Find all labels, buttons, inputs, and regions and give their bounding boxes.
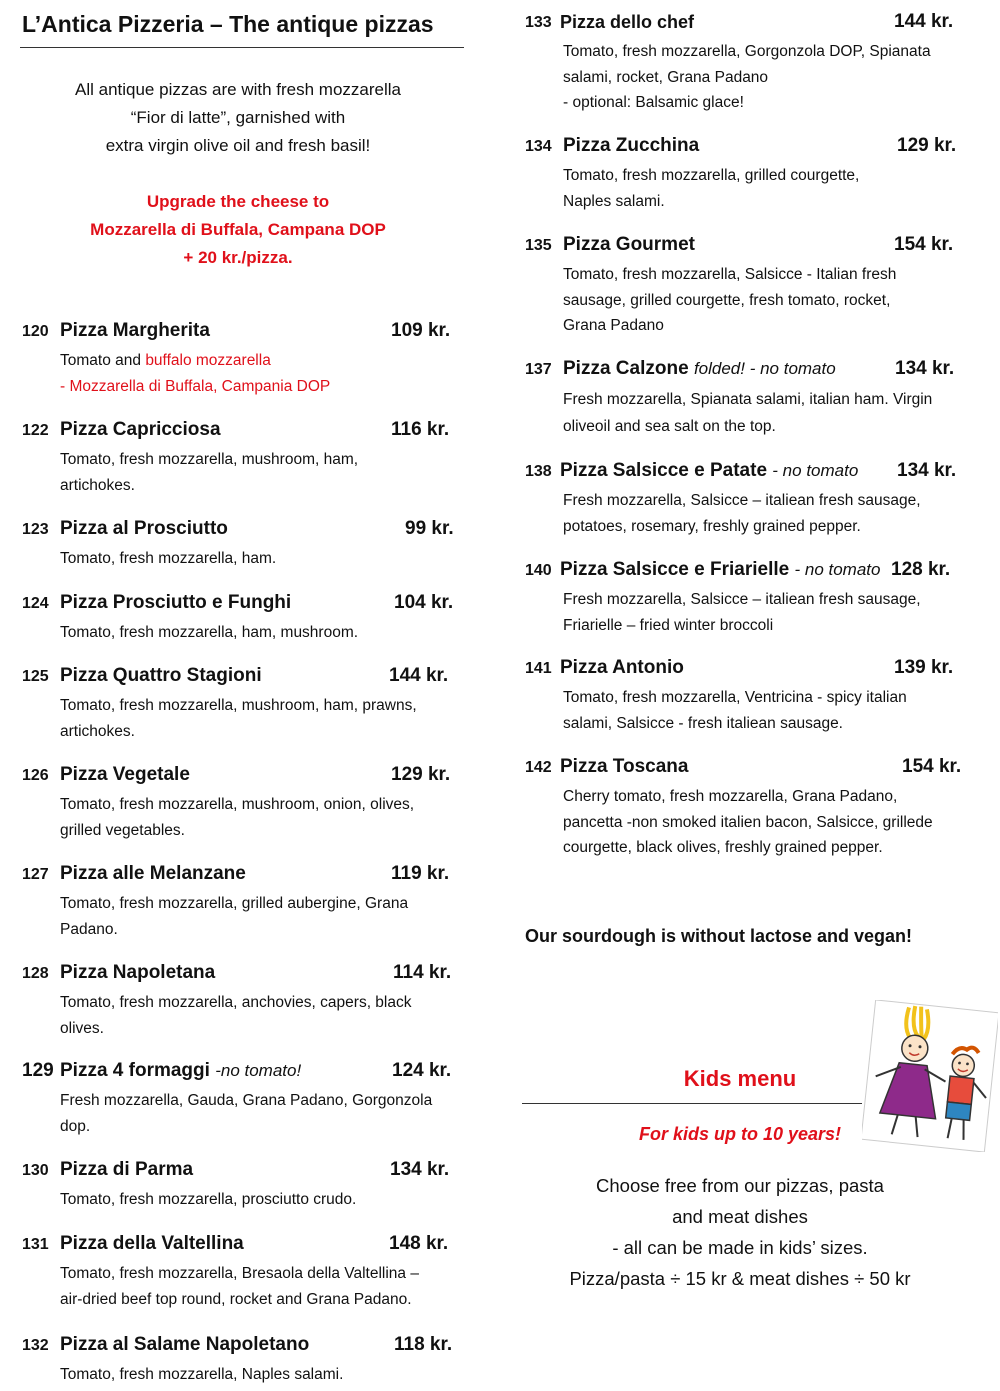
item-price: 154 kr. xyxy=(902,756,962,777)
item-number: 126 xyxy=(22,767,49,784)
item-name: Pizza di Parma xyxy=(60,1159,194,1180)
intro-line: “Fior di latte”, garnished with xyxy=(130,108,346,127)
kids-drawing-icon xyxy=(862,1000,998,1152)
item-description xyxy=(60,546,440,572)
item-description xyxy=(60,990,440,1041)
desc-red-text: buffalo mozzarella xyxy=(145,352,271,369)
item-number: 137 xyxy=(525,361,552,378)
desc-line: Cherry tomato, fresh mozzarella, Grana Padano, xyxy=(563,788,898,805)
kids-line: - all can be made in kids’ sizes. xyxy=(612,1237,868,1258)
item-description xyxy=(563,39,953,116)
item-note: -no tomato! xyxy=(215,1061,302,1080)
item-name-text: Pizza Salsicce e Patate xyxy=(560,460,768,481)
item-number: 127 xyxy=(22,866,49,883)
item-price: 144 kr. xyxy=(894,11,954,32)
item-name: Pizza alle Melanzane xyxy=(60,863,246,884)
item-name: Pizza al Prosciutto xyxy=(60,518,228,539)
item-description xyxy=(60,693,440,744)
item-number: 124 xyxy=(22,595,49,612)
item-description xyxy=(563,262,953,339)
upgrade-line: Mozzarella di Buffala, Campana DOP xyxy=(90,220,386,239)
desc-line: Padano. xyxy=(60,920,118,938)
item-name: Pizza dello chef xyxy=(560,12,695,32)
menu-item xyxy=(525,559,965,638)
desc-line: Tomato, fresh mozzarella, Naples salami. xyxy=(60,1366,344,1383)
kids-subtitle: For kids up to 10 years! xyxy=(638,1124,842,1144)
item-price: 104 kr. xyxy=(394,592,454,613)
desc-line: Tomato, fresh mozzarella, prosciutto crudo. xyxy=(60,1191,357,1208)
item-number: 128 xyxy=(22,965,49,982)
item-description xyxy=(60,1261,440,1312)
desc-line: Naples salami. xyxy=(563,192,665,210)
sourdough-note: Our sourdough is without lactose and vegan! xyxy=(525,926,913,946)
item-number: 135 xyxy=(525,237,552,254)
item-description xyxy=(563,784,953,861)
item-price: 129 kr. xyxy=(391,764,451,785)
menu-item xyxy=(525,135,965,214)
page-title: L’Antica Pizzeria – The antique pizzas xyxy=(22,11,434,37)
item-name xyxy=(60,1060,301,1082)
desc-line: Grana Padano xyxy=(563,317,664,334)
item-price: 148 kr. xyxy=(389,1233,449,1254)
item-price: 118 kr. xyxy=(394,1334,453,1355)
item-description xyxy=(563,587,953,638)
item-description xyxy=(60,348,440,399)
item-number: 134 xyxy=(525,138,552,155)
desc-line: Fresh mozzarella, Salsicce – italiean fresh sausage, xyxy=(563,492,921,509)
item-price: 154 kr. xyxy=(894,234,954,255)
item-name-text: Pizza Salsicce e Friarielle xyxy=(560,559,790,580)
desc-line: Tomato, fresh mozzarella, Bresaola della Valtellina – xyxy=(60,1265,419,1282)
upgrade-line: Upgrade the cheese to xyxy=(146,192,330,211)
item-description xyxy=(563,488,953,539)
menu-item xyxy=(22,1159,458,1213)
desc-line: salami, rocket, Grana Padano xyxy=(563,68,769,86)
item-name-text: Pizza 4 formaggi xyxy=(60,1060,210,1081)
item-name: Pizza Vegetale xyxy=(60,764,190,785)
item-name xyxy=(563,358,836,380)
item-price: 134 kr. xyxy=(895,358,955,379)
menu-item xyxy=(22,764,458,843)
item-name: Pizza Napoletana xyxy=(60,962,216,983)
menu-item xyxy=(525,460,965,539)
upgrade-line: + 20 kr./pizza. xyxy=(183,248,293,267)
item-name: Pizza Quattro Stagioni xyxy=(60,665,262,686)
menu-item xyxy=(22,592,458,646)
menu-item xyxy=(22,962,458,1041)
intro-line: extra virgin olive oil and fresh basil! xyxy=(105,136,371,155)
kids-line: and meat dishes xyxy=(672,1206,808,1227)
item-price: 99 kr. xyxy=(405,518,454,539)
intro-block xyxy=(20,76,456,272)
kids-divider xyxy=(522,1103,862,1104)
item-price: 124 kr. xyxy=(392,1060,452,1081)
item-number: 131 xyxy=(22,1236,49,1253)
menu-item xyxy=(525,657,965,736)
menu-item xyxy=(22,1334,458,1388)
item-name: Pizza Zucchina xyxy=(563,135,700,156)
menu-item xyxy=(525,234,965,339)
item-price: 129 kr. xyxy=(897,135,957,156)
menu-item xyxy=(22,665,458,744)
item-description xyxy=(60,620,440,646)
desc-line: potatoes, rosemary, freshly grained pepper. xyxy=(563,517,861,535)
item-name: Pizza della Valtellina xyxy=(60,1233,244,1254)
desc-line: artichokes. xyxy=(60,722,135,740)
item-note: - no tomato xyxy=(772,461,859,480)
kids-line: Pizza/pasta ÷ 15 kr & meat dishes ÷ 50 kr xyxy=(569,1268,911,1289)
item-number: 123 xyxy=(22,521,49,538)
item-number: 125 xyxy=(22,668,49,685)
menu-item xyxy=(22,863,458,942)
item-price: 134 kr. xyxy=(897,460,957,481)
desc-line: Fresh mozzarella, Salsicce – italiean fresh sausage, xyxy=(563,591,921,608)
desc-line: artichokes. xyxy=(60,476,135,494)
desc-line: oliveoil and sea salt on the top. xyxy=(563,418,776,435)
item-number: 140 xyxy=(525,562,552,579)
desc-line: salami, Salsicce - fresh italiean sausage. xyxy=(563,714,843,732)
menu-item xyxy=(22,320,458,399)
item-number: 130 xyxy=(22,1162,49,1179)
item-name: Pizza Gourmet xyxy=(563,234,695,255)
desc-line: Tomato, fresh mozzarella, mushroom, ham, xyxy=(60,451,359,468)
desc-line: Fresh mozzarella, Gauda, Grana Padano, Gorgonzola xyxy=(60,1092,433,1109)
menu-item xyxy=(525,358,965,440)
item-name-text: Pizza Calzone xyxy=(563,358,689,379)
kids-menu-title: Kids menu xyxy=(683,1066,797,1091)
item-description xyxy=(60,891,440,942)
menu-item xyxy=(22,419,458,498)
item-description xyxy=(60,1362,440,1388)
item-description xyxy=(563,685,953,736)
item-description xyxy=(60,792,440,843)
desc-line: Tomato, fresh mozzarella, Ventricina - spicy italian xyxy=(563,689,907,706)
item-name: Pizza al Salame Napoletano xyxy=(60,1334,310,1355)
desc-line: air-dried beef top round, rocket and Grana Padano. xyxy=(60,1290,412,1308)
item-name xyxy=(560,559,880,581)
menu-item xyxy=(22,1060,458,1139)
item-name xyxy=(560,460,858,482)
desc-line: Tomato, fresh mozzarella, grilled courgette, xyxy=(563,167,860,184)
item-name: Pizza Toscana xyxy=(560,756,689,777)
desc-line: Tomato, fresh mozzarella, ham, mushroom. xyxy=(60,624,359,641)
desc-line: olives. xyxy=(60,1019,104,1037)
menu-item xyxy=(525,11,965,116)
desc-line: courgette, black olives, freshly grained pepper. xyxy=(563,839,883,856)
item-name: Pizza Capricciosa xyxy=(60,419,221,440)
desc-line: Tomato, fresh mozzarella, anchovies, capers, black xyxy=(60,994,412,1011)
item-price: 134 kr. xyxy=(390,1159,450,1180)
item-number: 138 xyxy=(525,463,552,480)
item-number: 122 xyxy=(22,422,49,439)
item-description xyxy=(563,163,953,214)
desc-line: Friarielle – fried winter broccoli xyxy=(563,616,774,634)
item-note: folded! - no tomato xyxy=(693,359,836,378)
item-description xyxy=(563,386,953,440)
item-name: Pizza Margherita xyxy=(60,320,210,341)
desc-text: Tomato and xyxy=(60,352,146,369)
desc-red-text: - Mozzarella di Buffala, Campania DOP xyxy=(60,377,331,395)
desc-line: dop. xyxy=(60,1117,91,1135)
menu-item xyxy=(22,1233,458,1312)
kids-line: Choose free from our pizzas, pasta xyxy=(596,1175,884,1196)
item-price: 119 kr. xyxy=(391,863,450,884)
item-description xyxy=(60,447,440,498)
item-number: 129 xyxy=(22,1060,54,1081)
item-number: 142 xyxy=(525,759,552,776)
item-note: - no tomato xyxy=(794,560,881,579)
item-price: 144 kr. xyxy=(389,665,449,686)
item-price: 116 kr. xyxy=(391,419,450,440)
item-description xyxy=(60,1088,440,1139)
desc-line: grilled vegetables. xyxy=(60,821,185,839)
item-number: 141 xyxy=(525,660,552,677)
kids-menu-text xyxy=(520,1170,960,1294)
item-number: 120 xyxy=(22,323,49,340)
title-divider xyxy=(20,47,464,48)
item-price: 139 kr. xyxy=(894,657,954,678)
item-price: 128 kr. xyxy=(891,559,951,580)
desc-line: pancetta -non smoked italien bacon, Salsicce, grillede xyxy=(563,813,933,831)
item-number: 132 xyxy=(22,1337,49,1354)
item-description xyxy=(60,1187,440,1213)
item-price: 109 kr. xyxy=(391,320,451,341)
item-number: 133 xyxy=(525,14,552,31)
desc-line: Tomato, fresh mozzarella, grilled aubergine, Grana xyxy=(60,895,409,912)
desc-line: - optional: Balsamic glace! xyxy=(563,94,744,111)
menu-item xyxy=(525,756,965,861)
item-name: Pizza Prosciutto e Funghi xyxy=(60,592,292,613)
menu-item xyxy=(22,518,458,572)
desc-line: Tomato, fresh mozzarella, ham. xyxy=(60,550,277,567)
item-name: Pizza Antonio xyxy=(560,657,684,678)
desc-line: Tomato, fresh mozzarella, Salsicce - Italian fresh xyxy=(563,266,897,283)
desc-line: Tomato, fresh mozzarella, mushroom, onion, olives, xyxy=(60,796,415,813)
desc-line: sausage, grilled courgette, fresh tomato, rocket, xyxy=(563,291,891,309)
intro-line: All antique pizzas are with fresh mozzarella xyxy=(75,80,401,99)
item-price: 114 kr. xyxy=(393,962,452,983)
desc-line: Fresh mozzarella, Spianata salami, italian ham. Virgin xyxy=(563,391,933,408)
desc-line: Tomato, fresh mozzarella, mushroom, ham, prawns, xyxy=(60,697,417,714)
desc-line: Tomato, fresh mozzarella, Gorgonzola DOP, Spianata xyxy=(563,43,931,60)
